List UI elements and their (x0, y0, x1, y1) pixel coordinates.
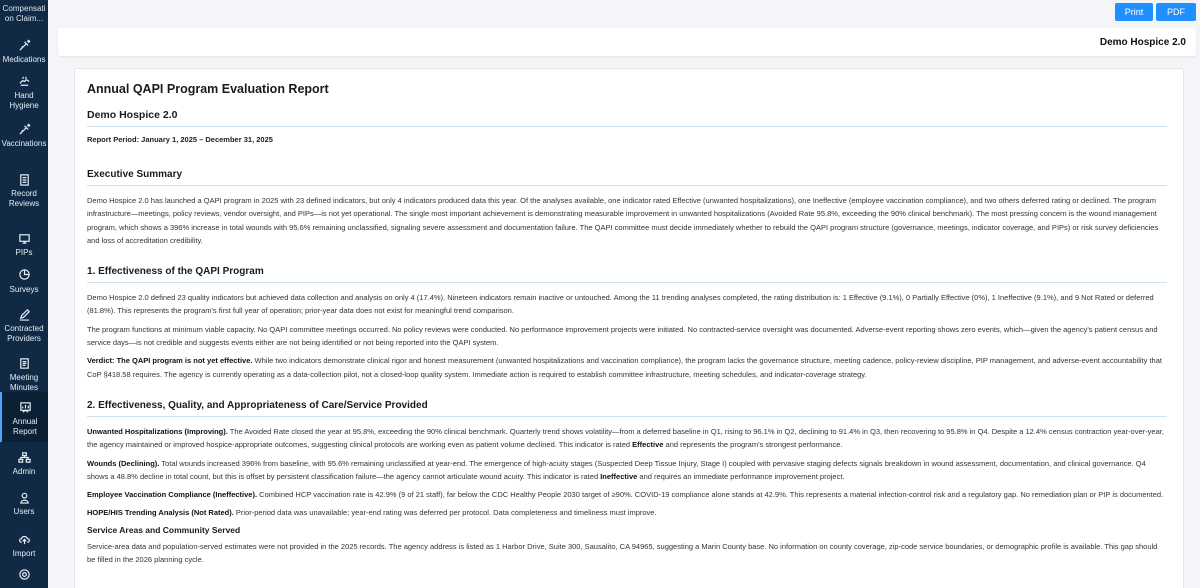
verdict-text: While two indicators demonstrate clinical rigor and honest measurement (unwanted hospitalizations and vaccination compliance), the program lacks the governance structure, meeting cadence, policy-review discipline, PIP management, and adverse-event accountability that CoP §418.58 requires. The agency is currently operating as a data-collection pilot, not a closed-loop quality system. Immediate action is required to establish committee infrastructure, meeting schedules, and indicator-coverage strategy. (87, 356, 1162, 379)
indicator-text: Total wounds increased 396% from baseline, with 95.6% remaining unclassified at year-end. The emergence of high-acuity stages (Suspected Deep Tissue Injury, Stage I) coupled with pervasive staging defects signals breakdown in wound assessment, documentation, and clinical governance. Q4 shows a 48.8% decline in total count, but this is offset by persistent classification failure—the agency cannot articulate wound acuity. This indicator is rated (87, 458, 1146, 481)
service-areas-text: Service-area data and population-served estimates were not provided in the 2025 records. The agency address is listed as 1 Harbor Drive, Suite 300, Sausalito, CA 94965, suggesting a Marin County base. No information on county coverage, zip-code service boundaries, or demographic profile is available. This gap should be filled in the 2026 planning cycle. (87, 541, 1158, 565)
sidebar-item-users[interactable] (0, 482, 48, 524)
sidebar-item-label: Vaccinations (1, 139, 47, 148)
sidebar-item-label: PIPs (15, 248, 33, 257)
cloud-upload-icon (17, 532, 31, 546)
indicator-label: Wounds (Declining). (87, 458, 160, 468)
sidebar-item-more[interactable] (0, 562, 48, 582)
sidebar-item-label: Medications (2, 55, 46, 64)
print-button[interactable]: Print (1115, 3, 1153, 21)
hands-icon (17, 74, 31, 88)
indicator-hope-his (87, 506, 1167, 519)
sidebar-item-medications[interactable] (0, 30, 48, 66)
pen-icon (17, 308, 31, 321)
indicator-text: and represents the program's strongest performance. (663, 440, 843, 450)
sidebar-item-label: Compensati on Claim... (2, 4, 46, 23)
indicator-wounds (87, 457, 1167, 484)
notes-icon (17, 356, 31, 370)
sidebar-item-compensation-claims[interactable] (0, 0, 48, 30)
report-icon (18, 400, 32, 414)
sidebar-item-record-reviews[interactable] (0, 164, 48, 212)
sidebar-item-label: Surveys (9, 284, 39, 294)
top-toolbar (48, 0, 1200, 26)
sidebar-item-pips[interactable] (0, 212, 48, 257)
verdict-label: Verdict: The QAPI program is not yet effective. (87, 356, 253, 366)
report-card (74, 68, 1184, 588)
user-icon (17, 490, 31, 504)
indicator-text: The Avoided Rate closed the year at 95.8%, exceeding the 90% clinical benchmark. Quarterly trend shows volatility—from a deferred baseline in Q1, rising to 96.1% in Q2, declining to 91.4% in Q3, then recovering to 95.8% in Q4. Despite a 12.4% census contraction year-over-year, the agency maintained or improved hospice-appropriate outcomes, suggesting clinical protocols are working even as patient volume declined. This indicator is rated (87, 426, 1164, 450)
section-1-paragraph: Demo Hospice 2.0 defined 23 quality indicators but achieved data collection and analysis on only 4 (17.4%). Nineteen indicators remain inactive or untouched. Among the 11 trending analyses completed, the rating distribution is: 1 Effective (9.1%), 0 Partially Effective (0%), 1 Ineffective (9.1%), and 9 Not Rated or deferred (81.8%). This represents the program's first full year of operation; prior-year data does not exist for meaningful trend comparison. (87, 293, 1154, 316)
sidebar-item-label: Users (13, 507, 35, 516)
section-1-heading: 1. Effectiveness of the QAPI Program (87, 266, 1167, 283)
org-icon (17, 450, 31, 464)
section-2-heading: 2. Effectiveness, Quality, and Appropriateness of Care/Service Provided (87, 400, 1167, 417)
report-title: Annual QAPI Program Evaluation Report (87, 82, 329, 96)
settings-icon (17, 568, 31, 581)
brand-bar (58, 28, 1196, 56)
indicator-text: Prior-period data was unavailable; year-end rating was deferred per protocol. Data completeness and timeliness must improve. (233, 508, 657, 518)
pdf-button[interactable]: PDF (1156, 3, 1196, 21)
report-body (87, 82, 1167, 571)
sidebar-item-label: Annual Report (12, 417, 38, 436)
indicator-hospitalizations (87, 425, 1167, 452)
sidebar-item-admin[interactable] (0, 442, 48, 482)
report-period: Report Period: January 1, 2025 – December 31, 2025 (87, 135, 273, 144)
sidebar-item-label: Contracted Providers (4, 324, 44, 343)
sidebar-item-surveys[interactable] (0, 254, 48, 294)
section-1-paragraph: The program functions at minimum viable capacity. No QAPI committee meetings occurred. No policy reviews were conducted. No performance improvement projects were initiated. No contracted-service oversight was documented. Adverse-event reporting shows zero events, which—given the agency's patient census and service days—is not credible and suggests events either are not being identified or not being reported into the QAPI system. (87, 324, 1158, 348)
report-organization: Demo Hospice 2.0 (87, 109, 1167, 127)
section-1-verdict (87, 354, 1167, 381)
sidebar-item-label: Meeting Minutes (9, 373, 39, 392)
sidebar-item-label: Admin (12, 467, 36, 476)
sidebar-item-label: Import (12, 549, 36, 558)
sidebar-item-vaccinations[interactable] (0, 114, 48, 164)
indicator-label: Employee Vaccination Compliance (Ineffective). (87, 490, 258, 500)
indicator-rating: Effective (632, 440, 664, 450)
sidebar-item-label: Hand Hygiene (9, 91, 39, 110)
sidebar-item-annual-report[interactable] (0, 392, 48, 442)
service-areas-heading: Service Areas and Community Served (87, 524, 241, 535)
syringe-icon (17, 122, 31, 136)
indicator-rating: Ineffective (600, 471, 638, 481)
sidebar (0, 0, 48, 588)
sidebar-item-import[interactable] (0, 524, 48, 562)
executive-summary-heading: Executive Summary (87, 169, 1167, 186)
indicator-label: HOPE/HIS Trending Analysis (Not Rated). (87, 508, 234, 518)
sidebar-item-hand-hygiene[interactable] (0, 66, 48, 114)
sidebar-item-label: Record Reviews (8, 189, 40, 208)
monitor-icon (17, 232, 31, 245)
sidebar-item-contracted-providers[interactable] (0, 294, 48, 342)
clipboard-icon (17, 172, 31, 186)
indicator-vaccination (87, 488, 1167, 501)
pie-icon (17, 268, 31, 282)
sidebar-item-meeting-minutes[interactable] (0, 342, 48, 392)
agency-name: Demo Hospice 2.0 (1099, 37, 1186, 48)
syringe-icon (17, 38, 31, 52)
indicator-label: Unwanted Hospitalizations (Improving). (87, 426, 228, 436)
indicator-text: Combined HCP vaccination rate is 42.9% (9 of 21 staff), far below the CDC Healthy People 2030 target of ≥90%. COVID-19 compliance alone stands at 42.9%. This represents a material infection-control risk and a regulatory gap. No remediation plan or PIP is documented. (257, 490, 1164, 500)
indicator-text: and requires an immediate performance improvement project. (637, 471, 845, 481)
executive-summary-text: Demo Hospice 2.0 has launched a QAPI program in 2025 with 23 defined indicators, but only 4 indicators produced data this year. Of the analyses available, one indicator rated Effective (unwanted hospitalizations), one Ineffective (employee vaccination compliance), and two others deferred rating or declined. The program infrastructure—meetings, policy reviews, vendor oversight, and PIPs—is not yet operational. The single most important achievement is demonstrating measurable improvement in unwanted hospitalizations (Avoided Rate 95.8%, exceeding the 90% clinical benchmark). The most pressing concern is the wound management program, which shows a 396% increase in total wounds with 95.6% remaining unclassified, signaling severe assessment and documentation failure. The QAPI committee must decide immediately whether to rebuild the QAPI program structure (governance, meetings, indicator coverage, and PIPs) or risk survey deficiencies and loss of accreditation credibility. (87, 196, 1159, 245)
